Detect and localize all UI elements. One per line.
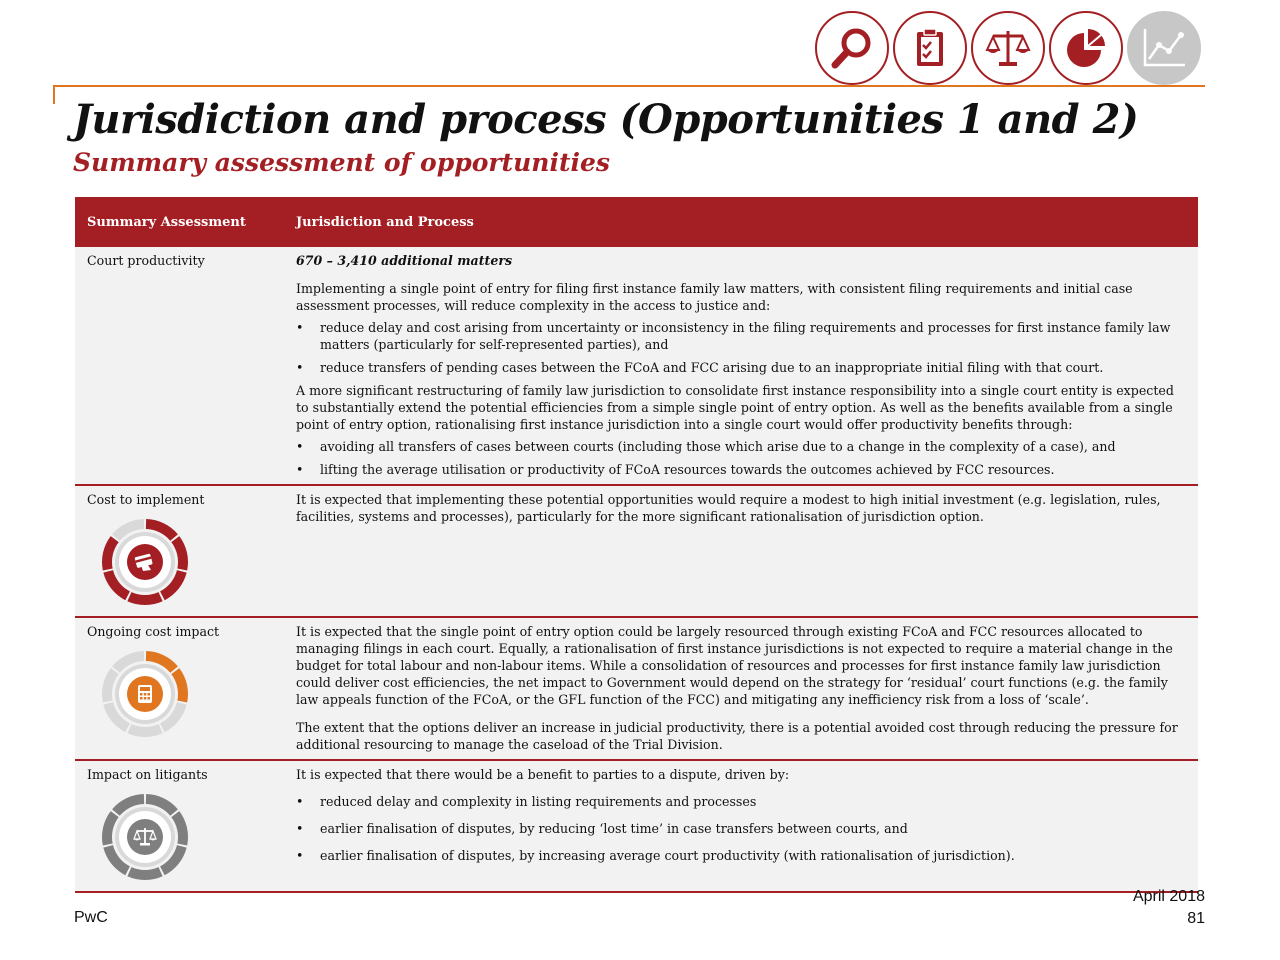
clipboard-checklist-icon[interactable] bbox=[893, 11, 967, 85]
page-subtitle: Summary assessment of opportunities bbox=[73, 148, 610, 177]
list-item: • earlier finalisation of disputes, by increasing average court productivity (with rationalisation of jurisdiction). bbox=[296, 847, 1186, 864]
list-item: • reduce delay and cost arising from uncertainty or inconsistency in the filing requirements and processes for first instance family law matters (particularly for self-represented parties), and bbox=[296, 319, 1186, 353]
list-item: • reduce transfers of pending cases between the FCoA and FCC arising due to an inappropriate initial filing with that court. bbox=[296, 359, 1186, 376]
row-label: Ongoing cost impact bbox=[87, 624, 220, 639]
row-label-cell bbox=[75, 760, 284, 892]
magnifier-icon[interactable] bbox=[815, 11, 889, 85]
litigants-rating-ring bbox=[101, 793, 189, 881]
list-item: • earlier finalisation of disputes, by reducing ‘lost time’ in case transfers between courts, and bbox=[296, 820, 1186, 837]
table-row bbox=[75, 485, 1198, 617]
paragraph: A more significant restructuring of family law jurisdiction to consolidate first instance responsibility into a single court entity is expected to substantially extend the potential efficiencies from a simple single point of entry option. As well as the benefits available from a single point of entry option, rationalising first instance jurisdiction into a single court would offer productivity benefits through: bbox=[296, 383, 1174, 432]
paragraph: Implementing a single point of entry for filing first instance family law matters, with consistent filing requirements and initial case assessment processes, will reduce complexity in the access to justice and: bbox=[296, 281, 1133, 313]
page-title: Jurisdiction and process (Opportunities 1 and 2) bbox=[73, 96, 1139, 143]
rating-segment bbox=[127, 867, 162, 880]
row-label-cell bbox=[75, 485, 284, 617]
column-header: Summary Assessment bbox=[75, 197, 284, 247]
row-content bbox=[284, 247, 1198, 485]
frame-line-left bbox=[53, 85, 55, 104]
bullet-list bbox=[296, 793, 1186, 864]
productivity-headline: 670 – 3,410 additional matters bbox=[296, 253, 513, 268]
ongoing-rating-ring bbox=[101, 650, 189, 738]
footer-brand: PwC bbox=[74, 909, 108, 926]
footer-meta bbox=[1133, 886, 1205, 930]
footer-date: April 2018 bbox=[1132, 888, 1205, 905]
column-header: Jurisdiction and Process bbox=[284, 197, 1198, 247]
pie-chart-icon[interactable] bbox=[1049, 11, 1123, 85]
row-label-cell bbox=[75, 617, 284, 760]
table-row bbox=[75, 247, 1198, 485]
row-label: Impact on litigants bbox=[87, 767, 208, 782]
line-chart-icon[interactable] bbox=[1127, 11, 1201, 85]
bullet-list bbox=[296, 319, 1186, 376]
bullet-list bbox=[296, 438, 1186, 478]
page-number: 81 bbox=[1187, 910, 1205, 927]
calculator-icon bbox=[138, 685, 152, 703]
list-item: • avoiding all transfers of cases between courts (including those which arise due to a change in the complexity of a case), and bbox=[296, 438, 1186, 455]
row-label: Court productivity bbox=[75, 247, 284, 485]
row-content bbox=[284, 760, 1198, 892]
rating-segment bbox=[127, 724, 162, 737]
row-label: Cost to implement bbox=[87, 492, 205, 507]
scales-icon[interactable] bbox=[971, 11, 1045, 85]
table-row bbox=[75, 617, 1198, 760]
assessment-table bbox=[75, 197, 1198, 893]
row-content bbox=[284, 617, 1198, 760]
paragraph: It is expected that the single point of entry option could be largely resourced through existing FCoA and FCC resources allocated to managing filings in each court. Equally, a rationalisation of first instance jurisdictions is not expected to require a material change in the budget for total labour and non-labour items. While a consolidation of resources and processes for first instance family law jurisdiction could deliver cost efficiencies, the net impact to Government would depend on the strategy for ‘residual’ court functions (e.g. the family law appeals function of the FCoA, or the GFL function of the FCC) and mitigating any inefficiency risk from a loss of ‘scale’. bbox=[296, 624, 1173, 707]
paragraph: The extent that the options deliver an increase in judicial productivity, there is a potential avoided cost through reducing the pressure for additional resourcing to manage the caseload of the Trial Division. bbox=[296, 720, 1178, 752]
rating-segment bbox=[127, 592, 162, 605]
table-header-row bbox=[75, 197, 1198, 247]
list-item: • lifting the average utilisation or productivity of FCoA resources towards the outcomes achieved by FCC resources. bbox=[296, 461, 1186, 478]
table-row bbox=[75, 760, 1198, 892]
list-item: • reduced delay and complexity in listing requirements and processes bbox=[296, 793, 1186, 810]
cost-rating-ring bbox=[101, 518, 189, 606]
paragraph: It is expected that there would be a benefit to parties to a dispute, driven by: bbox=[296, 767, 790, 782]
section-nav bbox=[815, 11, 1201, 85]
row-content: It is expected that implementing these potential opportunities would require a modest to high initial investment (e.g. legislation, rules, facilities, systems and processes), particularly for the more significant rationalisation of jurisdiction option. bbox=[284, 485, 1198, 617]
frame-line-top bbox=[53, 85, 1205, 87]
